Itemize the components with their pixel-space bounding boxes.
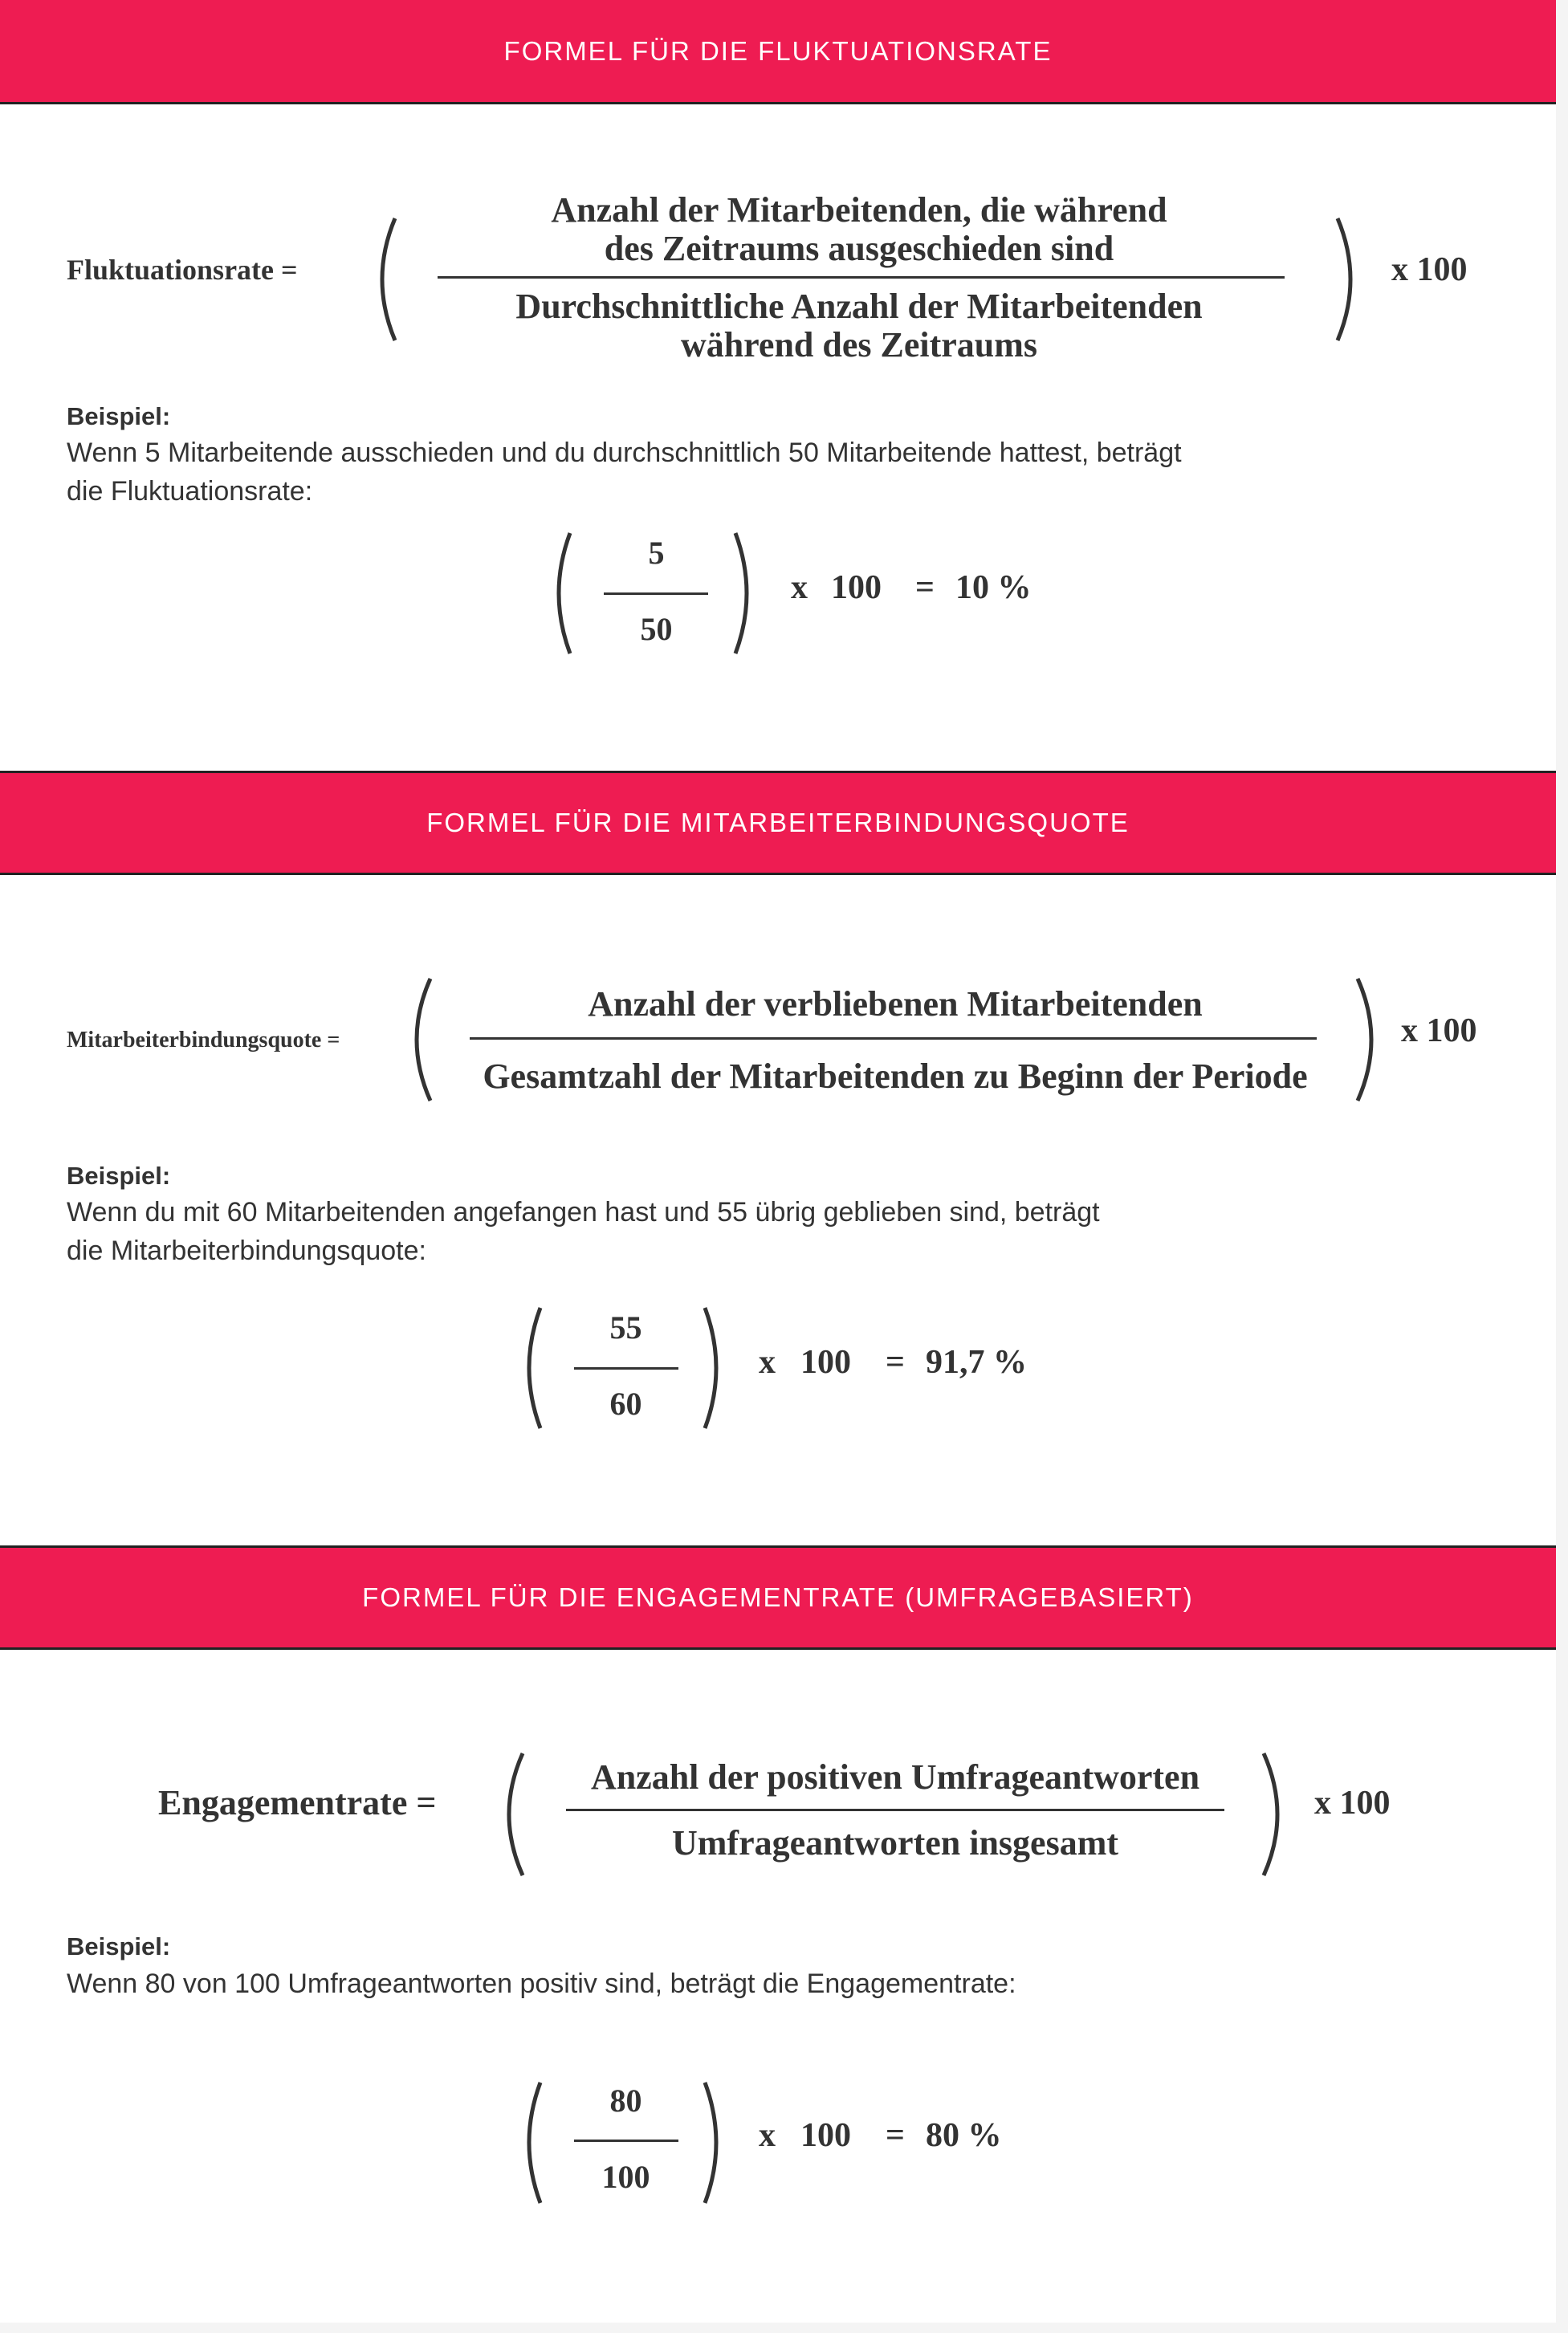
example-numerator: 55	[609, 1309, 642, 1346]
formula-multiplier: x 100	[1391, 251, 1468, 288]
fraction-bar	[470, 1037, 1317, 1040]
fraction-bar	[574, 1367, 678, 1370]
fraction-bar	[604, 592, 708, 595]
example-equals: =	[886, 2117, 905, 2154]
example-text	[67, 1965, 1512, 2003]
left-parenthesis	[368, 215, 400, 344]
formula-numerator: Anzahl der positiven Umfrageantworten	[590, 1757, 1200, 1797]
example-text-line: die Mitarbeiterbindungsquote:	[67, 1236, 426, 1266]
example-denominator: 50	[640, 611, 673, 647]
fraction-bar	[438, 276, 1285, 279]
denominator-line: Durchschnittliche Anzahl der Mitarbeitenden	[515, 287, 1203, 326]
left-parenthesis	[546, 530, 575, 657]
left-parenthesis	[516, 1305, 545, 1431]
example-numerator: 5	[648, 535, 665, 571]
formula-multiplier: x 100	[1401, 1012, 1477, 1049]
formula-denominator: Gesamtzahl der Mitarbeitenden zu Beginn der Periode	[483, 1057, 1308, 1096]
example-text	[67, 434, 1512, 511]
fraction-bar	[566, 1809, 1224, 1811]
example-times: x	[791, 569, 808, 606]
denominator-line: während des Zeitraums	[680, 325, 1038, 364]
fraction-bar	[574, 2140, 678, 2142]
example-text-line: Wenn 5 Mitarbeitende ausschieden und du durchschnittlich 50 Mitarbeitende hattest, beträgt	[67, 438, 1182, 468]
right-parenthesis	[700, 1305, 729, 1431]
example-equals: =	[915, 569, 935, 606]
example-times: x	[759, 2117, 776, 2154]
right-parenthesis	[1353, 975, 1387, 1104]
example-label: Beispiel:	[67, 1162, 171, 1190]
example-denominator: 100	[601, 2159, 650, 2195]
formula-numerator	[434, 191, 1285, 268]
section-banner-mitarbeiterbindungsquote	[0, 771, 1556, 875]
section-title: FORMEL FÜR DIE ENGAGEMENTRATE (UMFRAGEBASIERT)	[362, 1582, 1194, 1612]
example-factor: 100	[831, 569, 882, 606]
section-banner-fluktuationsrate	[0, 0, 1556, 104]
example-factor: 100	[800, 2117, 851, 2154]
left-parenthesis	[516, 2079, 545, 2206]
example-equals: =	[886, 1344, 905, 1381]
formula-denominator	[434, 287, 1285, 364]
section-title: FORMEL FÜR DIE MITARBEITERBINDUNGSQUOTE	[426, 808, 1130, 837]
example-label: Beispiel:	[67, 402, 171, 430]
section-title: FORMEL FÜR DIE FLUKTUATIONSRATE	[503, 35, 1053, 66]
example-result: 80 %	[926, 2117, 1002, 2154]
example-text-line: Wenn du mit 60 Mitarbeitenden angefangen hast und 55 übrig geblieben sind, beträgt	[67, 1197, 1100, 1228]
formula-numerator: Anzahl der verbliebenen Mitarbeitenden	[588, 984, 1203, 1024]
example-denominator: 60	[609, 1386, 642, 1422]
numerator-line: Anzahl der Mitarbeitenden, die während	[551, 190, 1167, 230]
example-result: 10 %	[955, 569, 1032, 606]
formula-denominator: Umfrageantworten insgesamt	[672, 1823, 1118, 1863]
right-parenthesis	[1259, 1750, 1293, 1879]
example-text-line: Wenn 80 von 100 Umfrageantworten positiv sind, beträgt die Engagementrate:	[67, 1969, 1016, 1999]
example-result: 91,7 %	[926, 1344, 1027, 1381]
example-factor: 100	[800, 1344, 851, 1381]
formula-multiplier: x 100	[1314, 1785, 1391, 1822]
right-parenthesis	[1333, 215, 1365, 344]
example-text	[67, 1193, 1512, 1270]
formula-label: Mitarbeiterbindungsquote =	[67, 1028, 340, 1052]
example-times: x	[759, 1344, 776, 1381]
example-numerator: 80	[609, 2083, 642, 2119]
right-parenthesis	[700, 2079, 729, 2206]
numerator-line: des Zeitraums ausgeschieden sind	[604, 229, 1114, 268]
example-text-line: die Fluktuationsrate:	[67, 476, 313, 507]
right-parenthesis	[731, 530, 760, 657]
section-banner-engagementrate	[0, 1545, 1556, 1650]
example-label: Beispiel:	[67, 1932, 171, 1960]
formula-label: Fluktuationsrate =	[67, 254, 298, 286]
formula-label: Engagementrate =	[158, 1783, 437, 1822]
